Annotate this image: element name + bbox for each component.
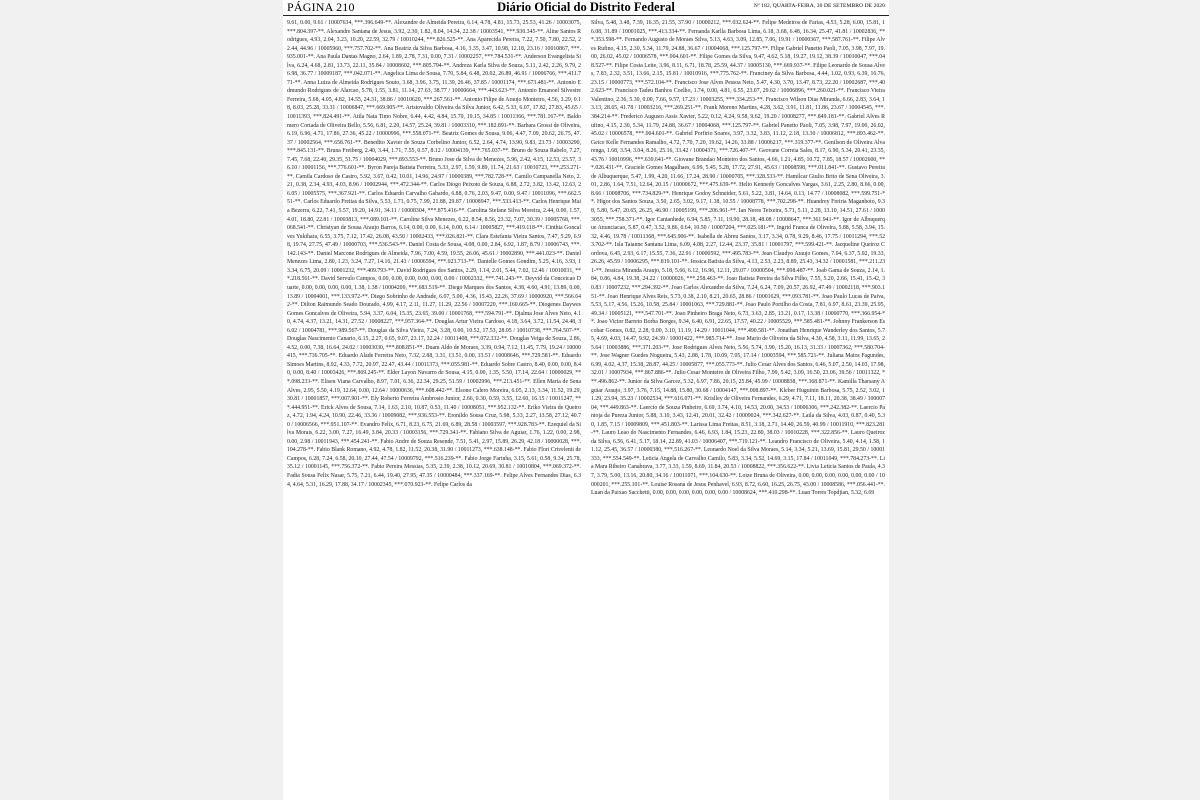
text-columns bbox=[287, 19, 885, 800]
page-header bbox=[283, 0, 889, 16]
text-column-right: Silva, 5.48, 3.48, 7.39, 16.35, 21.55, 37.90 / 10000212, ***.032.624-**. Felipe Medeiros de Farias, 4.53, 5.28, 6.00, 15.81, 16.08, 31.89 / 10001025, ***.413.334-**. Fernanda Karlla Barbosa Lima, 6.18, 3.68, 6.48, 16.34, 25.47, 41.81 / 10002836, ***.353.598-**. Fernando Augusto de Moraes Silva, 5.13, 4.63, 3.09, 12.85, 7.06, 19.91 / 10000367, ***.587.761-**. Filipe Alves Rufino, 4.15, 2.30, 5.34, 11.79, 24.88, 36.67 / 10004068, ***.125.797-**. Filipe Gabriel Panetto Paoli, 7.05, 3.98, 7.97, 19.00, 26.02, 45.02 / 10006578, ***.004.601-**. Filipe Gomes da Silva, 9.47, 4.62, 5.18, 19.27, 19.12, 38.39 / 10010047, ***.048.527-**. Filipe Costa Leite, 3.96, 8.11, 6.71, 18.78, 25.59, 44.37 / 10005130, ***.669.937-**. Filipe Leonardo de Sousa Alves, 7.83, 2.32, 3.51, 13.66, 2.15, 15.81 / 10010916, ***.775.762-**. Franciney da Silva Barbosa, 4.44, 1.02, 0.93, 6.39, 16.76, 23.15 / 10000773, ***.572.104-**. Francisco Jose Alves Pessoa Neto, 5.47, 4.30, 3.70, 13.47, 8.73, 22.20 / 10002687, ***.402.623-**. Francisco Tadeu Banhos Coelho, 1.74, 0.00, 4.81, 6.55, 23.07, 29.62 / 10006896, ***.260.021-**. Francisco Vieira Valentino, 2.36, 5.30, 0.00, 7.66, 9.57, 17.23 / 10003255, ***.334.253-**. Francisco Wilson Dias Miranda, 6.66, 2.83, 3.64, 13.13, 28.65, 41.78 / 10003216, ***.269.251-**. Frank Moreno Martins, 4.28, 3.62, 3.91, 11.81, 11.86, 23.67 / 10004545, ***.384.214-**. Frederico Augusto Assis Xavier, 5.22, 0.12, 4.24, 9.58, 9.62, 19.20 / 10008277, ***.849.181-**. Gabriel Alves Rufino, 4.15, 2.30, 5.34, 11.79, 24.88, 36.67 / 10004068, ***.125.797-**. Gabriel Panetto Paoli, 7.05, 3.98, 7.97, 19.00, 26.02, 45.02 / 10006578, ***.004.601-**. Gabriel Porfirio Soares, 3.97, 3.32, 3.83, 11.12, 2.18, 13.30 / 10006812, ***.893.462-**. Geice Kelle Fernandes Ramalho, 4.72, 7.70, 7.20, 19.62, 14.26, 33.88 / 10006217, ***.319.377-**. Genilson de Oliveira Alvarenga, 1.68, 3.54, 3.04, 8.26, 25.16, 33.42 / 10004371, ***.726.407-**. Geovane Correia Sales, 8.17, 6.90, 5.34, 20.41, 23.35, 43.76 / 10010996, ***.639.641-**. Giovane Brandao Monteiro dos Santos, 4.66, 1.21, 4.85, 10.72, 7.85, 18.57 / 10002600, ***.026.431-**. Graciele Gomes Magalhaes, 6.99, 5.45, 5.28, 17.72, 27.91, 45.63 / 10008598, ***.011.841-**. Gustavo Pereira de Albuquerque, 5.47, 1.99, 4.20, 11.66, 17.24, 28.90 / 10000705, ***.328.533-**. Hamilcar Giulio Brito de Sena Oliveira, 3.01, 2.86, 1.64, 7.51, 12.64, 20.15 / 10000672, ***.475.639-**. Helio Kennedy Goncalves Vargas, 3.61, 2.25, 2.80, 8.66, 0.00, 8.66 / 10008706, ***.734.829-**. Henrique Godoy Schneider, 5.61, 5.22, 3.81, 14.64, 0.13, 14.77 / 10008082, ***.599.751-**. Higor dos Santos Souza, 3.50, 2.65, 3.02, 9.17, 1.38, 10.55 / 10008778, ***.702.298-**. Huandrey Freiria Maganhoto, 9.38, 5.80, 5.47, 20.65, 26.25, 46.90 / 10005199, ***.206.961-**. Ian Neres Teixeira, 5.71, 5.11, 2.28, 13.10, 14.51, 27.61 / 10003055, ***.758.371-**. Igor Cantanhede, 6.94, 5.85, 7.11, 19.90, 28.18, 48.08 / 10008647, ***.361.941-**. Igor de Albuquerque Anunciacao, 5.87, 0.47, 3.52, 9.86, 0.64, 10.50 / 10007204, ***.025.181-**. Ingrid Franca de Oliveira, 5.88, 5.58, 3.94, 15.32, 4.46, 19.78 / 10011368, ***.645.906-**. Isabella de Abreu Santos, 3.17, 3.34, 0.78, 9.29, 8.46, 17.75 / 10011294, ***.523.702-**. Isla Taianne Santana Lima, 6.09, 4.08, 2.27, 12.44, 23.37, 35.81 / 10001797, ***.599.421-**. Jacqueline Queiroz Cordova, 6.45, 2.93, 6.17, 15.55, 7.36, 22.91 / 10000592, ***.495.783-**. Jean Claudyo Araujo Gomes, 7.04, 6.37, 5.92, 19.33, 26.26, 45.59 / 10006295, ***.819.101-**. Jessica Batista da Silva, 4.13, 2.53, 2.23, 8.89, 25.43, 34.32 / 10001581, ***.211.231-**. Jessica Miranda Araujo, 5.18, 5.66, 6.12, 16.96, 12.11, 29.07 / 10000504, ***.098.487-**. Joab Gama de Souza, 2.14, 1.84, 0.86, 4.84, 19.38, 24.22 / 10000026, ***.258.463-**. Joao Batista Pereira da Silva Filho, 7.55, 5.20, 2.66, 15.41, 15.42, 30.83 / 10007232, ***.294.392-**. Joao Carlos Alexandre da Silva, 7.24, 6.24, 7.09, 20.57, 26.92, 47.49 / 10002118, ***.903.151-**. Joao Henrique Alves Reis, 5.73, 0.38, 2.10, 8.21, 20.65, 28.86 / 10001629, ***.093.781-**. Joao Paulo Lucas de Paiva, 5.53, 5.17, 4.56, 15.26, 10.58, 25.84 / 10001063, ***.729.881-**. Joao Paulo Portilho da Costa, 7.81, 6.97, 8.61, 23.39, 25.95, 49.34 / 10005121, ***.547.701-**. Joao Pinheiro Braga Neto, 6.73, 3.63, 2.85, 13.21, 0.17, 13.38 / 10000770, ***.366.954-**. Joao Victor Barreto Borba Borges, 9.34, 6.40, 6.91, 22.65, 17.57, 40.22 / 10005529, ***.585.481-**. Johnny Frankerson Escobar Gomes, 0.82, 2.28, 0.00, 3.10, 11.19, 14.29 / 10011044, ***.490.581-**. Jonathan Henrique Wanderley dos Santos, 5.75, 4.69, 4.03, 14.47, 9.92, 24.39 / 10001422, ***.985.714-**. Jose Mario de Oliveira da Silva, 4.30, 4.58, 3.11, 11.99, 13.65, 25.64 / 10003886, ***.371.203-**. Jose Rodrigues Alves Neto, 5.56, 5.74, 3.90, 15.20, 16.13, 31.33 / 10007362, ***.580.704-**. Jose Wagner Guedes Nogueira, 5.43, 2.88, 1.78, 10.09, 7.05, 17.14 / 10003594, ***.585.721-**. Juliana Matos Fagundes, 6.99, 4.02, 4.37, 15.38, 28.87, 44.25 / 10005877, ***.055.773-**. Julio Cesar Alves dos Santos, 6.46, 5.07, 2.50, 14.03, 17.98, 32.01 / 10007934, ***.867.886-**. Julio Cesar Monteiro de Oliveira Filho, 7.99, 5.42, 3.09, 16.50, 23.06, 39.56 / 10011322, ***.496.862-**. Junior da Silva Garcez, 5.32, 6.97, 7.86, 20.15, 25.84, 45.99 / 10008838, ***.368.871-**. Kamilla Tharsany Aguiar Araujo, 3.97, 3.76, 7.15, 14.88, 15.80, 30.68 / 10004147, ***.008.897-**. Kleber Huguinin Barbosa, 5.75, 2.52, 3.02, 11.29, 23.94, 35.23 / 10002534, ***.616.071-**. Krislley de Oliveira Fernandes, 6.29, 4.71, 7.11, 18.11, 20.38, 38.49 / 10000704, ***.449.863-**. Laercio de Souza Pinheiro, 6.69, 3.74, 4.10, 14.53, 20.00, 34.53 / 10006306, ***.242.382-**. Laercio Pantoja da Pureza Junior, 5.88, 3.10, 3.43, 12.41, 20.01, 32.42 / 10009024, ***.342.627-**. Laila da Silva, 4.03, 0.87, 0.40, 5.30, 1.85, 7.15 / 10009809, ***.451.803-**. Larissa Lima Freitas, 8.51, 3.18, 2.71, 14.40, 26.59, 40.99 / 10011910, ***.823.281-**. Lauro Leao do Nascimento Fernandes, 6.46, 6.93, 1.84, 15.23, 22.80, 38.03 / 10010228, ***.322.856-**. Lauro Queiroz da Silva, 6.56, 6.41, 5.17, 18.14, 22.89, 41.03 / 10006407, ***.719.121-**. Leandro Francisco de Oliveira, 5.40, 4.14, 1.58, 11.12, 25.45, 36.57 / 10000380, ***.516.267-**. Leonardo Noel da Silva Moraes, 5.14, 3.34, 5.21, 13.69, 15.81, 29.50 / 10001333, ***.554.549-**. Leticia Angela de Carvalho Camilo, 5.83, 3.34, 5.52, 14.69, 3.15, 17.84 / 10011049, ***.784.273-**. Lia Mara Ribeiro Canabrava, 3.77, 3.33, 1.59, 8.69, 11.84, 20.53 / 10008822, ***.356.622-**. Livia Leticia Santos de Paula, 4.37, 3.79, 5.00, 13.16, 20.80, 34.16 / 10011071, ***.104.630-**. Loize Bruna de Oliveira, 0.00, 0.00, 0.00, 0.00, 0.00, 0.00 / 10000201, ***.255.101-**. Louise Rosana de Jesus Penhavel, 6.93, 8.72, 6.60, 16.25, 26.75, 43.00 / 10008586, ***.056.441-**. Luan da Paixao Sacchetti, 0.00, 0.00, 0.00, 0.00, 0.00, 0.00 / 10008624, ***.410.298-**. Luan Torres Topdjian, 5.32, 6.69 bbox=[591, 20, 885, 497]
text-column-left: 9.61, 0.00, 9.61 / 10007634, ***.396.649-**. Alexandre de Almeida Pereira, 6.14, 4.78, 4.81, 15.73, 25.53, 41.26 / 10003075, ***.804.397-**. Alexandre Santana de Jesus, 3.92, 2.30, 1.82, 8.04, 14.34, 22.38 / 10003541, ***.930.345-**. Aline Santos Rodrigues, 4.93, 2.04, 3.23, 10.20, 22.59, 32.79 / 10010244, ***.826.525-**. Ana Aparecida Pereira, 7.22, 7.50, 7.80, 22.52, 22.44, 44.96 / 10005960, ***.757.702-**. Ana Beatriz da Silva Barbosa, 4.16, 3.35, 3.47, 10.98, 12.18, 23.16 / 10010867, ***.935.001-**. Ana Paula Dantas Magno, 2.64, 1.89, 2.78, 7.31, 0.00, 7.31 / 10002257, ***.784.531-**. Anderson Evangelista Silva, 6.24, 4.68, 2.81, 13.73, 22.11, 35.84 / 10008602, ***.805.794-**. Andreza Karla Silva de Souza, 5.11, 2.42, 2.26, 9.79, 26.98, 36.77 / 10009187, ***.042.071-**. Angelica Lima de Sousa, 7.70, 5.84, 6.48, 20.02, 26.89, 46.91 / 10006766, ***.411.771-**. Anna Luiza de Almeida Rodrigues Souto, 3.68, 3.96, 3.75, 11.39, 26.46, 37.85 / 10001174, ***.673.481-**. Antonio Edmundo Rodrigues de Alarcao, 5.78, 1.55, 3.81, 11.14, 27.63, 38.77 / 10000664, ***.443.623-**. Antonio Emanoel Silvestre Ferreira, 5.68, 4.05, 4.82, 14.55, 24.31, 38.86 / 10010620, ***.267.561-**. Antonio Filipe de Araujo Monteiro, 4.56, 3.29, 0.18, 8.03, 25.28, 33.31 / 10006847, ***.669.905-**. Aristovaldo Oliveira da Silva Junior, 6.42, 5.33, 6.07, 17.82, 27.83, 45.65 / 10011393, ***.824.491-**. Atila Nata Timo Nobre, 6.44, 4.42, 4.84, 15.70, 19.15, 34.85 / 10011366, ***.781.167-**. Baldomero Cortada de Oliveira Bello, 5.56, 6.81, 2.20, 14.57, 25.24, 39.81 / 10003310, ***.182.891-**. Barbara Grossi de Oliveira, 6.19, 6.96, 4.71, 17.86, 27.36, 45.22 / 10000996, ***.558.071-**. Beatriz Gomes de Sousa, 9.06, 4.47, 7.09, 20.62, 26.75, 47.37 / 10002564, ***.658.761-**. Benedito Xavier de Souza Corbelino Junior, 6.52, 2.64, 4.74, 13.90, 9.83, 23.73 / 10003290, ***.845.131-**. Bruna Freiberg, 2.40, 3.44, 1.71, 7.55, 0.57, 8.12 / 10004139, ***.765.037-**. Bruno de Souza Rabelo, 7.27, 7.45, 7.68, 22.40, 29.35, 51.75 / 10004029, ***.893.553-**. Bruno Jose da Silva de Menezes, 5.96, 2.42, 4.15, 12.53, 23.57, 36.10 / 10001156, ***.776.601-**. Byron Pareja Batista Ferreira, 5.33, 2.97, 1.59, 9.89, 11.74, 21.63 / 10010723, ***.253.271-**. Camila Cardoso de Castro, 5.92, 3.67, 0.42, 10.01, 14.96, 24.97 / 10000389, ***.782.728-**. Camilo Campanella Neto, 2.21, 0.38, 2.34, 4.93, 4.03, 8.96 / 10002944, ***.472.344-**. Carlos Diogo Peixoto de Souza, 6.88, 2.72, 3.82, 13.42, 12.63, 26.05 / 10005575, ***.367.921-**. Carlos Eduardo Carvalho Gabardo, 6.88, 0.76, 2.03, 9.47, 0.00, 9.47 / 10011096, ***.662.551-**. Carlos Eduardo Freitas da Silva, 5.53, 1.71, 0.75, 7.99, 21.88, 29.87 / 10008947, ***.533.413-**. Carlos Henrique Maia Bezerra, 6.22, 7.41, 5.57, 19.20, 14.91, 34.11 / 10008304, ***.875.416-**. Carolina Stefane Silva Moreira, 2.44, 0.00, 1.57, 4.01, 18.80, 22.81 / 10003813, ***.089.101-**. Caroline Silva Menezes, 6.22, 8.54, 8.56, 23.32, 7.07, 30.39 / 10005768, ***.068.541-**. Christyan de Sousa Araujo Barros, 6.14, 0.00, 0.00, 6.14, 0.00, 6.14 / 10005827, ***.419.118-**. Cinthia Goncalves Yukihara, 6.55, 3.75, 7.12, 17.42, 26.08, 43.50 / 10002433, ***.026.821-**. Clara Estefania Vieira Santos, 7.47, 5.29, 6.98, 19.74, 27.75, 47.49 / 10000703, ***.536.543-**. Daniel Costa de Sousa, 4.08, 0.00, 2.84, 6.92, 1.87, 8.79 / 10006743, ***.142.143-**. Daniel Marcone Rodrigues de Almeida, 7.96, 7.00, 4.59, 19.55, 26.06, 45.61 / 10002890, ***.441.023-**. Daniel Menezes Lima, 2.80, 1.23, 3.24, 7.27, 14.16, 21.43 / 10006594, ***.023.713-**. Danielle Gomes Gondim, 5.25, 4.16, 3.93, 13.34, 6.75, 20.09 / 10001232, ***.409.793-**. David Rodrigues dos Santos, 2.29, 1.14, 2.01, 5.44, 7.02, 12.46 / 10010031, ***.218.561-**. David Servulo Campos, 0.00, 0.00, 0.00, 0.00, 0.00, 0.00 / 10002332, ***.741.243-**. Deyvid da Conceicao Duarte, 0.00, 0.00, 0.00, 0.00, 1.38, 1.38 / 10004209, ***.683.519-**. Diego Marques dos Santos, 4.38, 4.60, 4.91, 13.89, 0.00, 13.89 / 10004001, ***.133.972-**. Diego Sobrinho de Andrade, 6.07, 5.00, 4.36, 15.43, 22.26, 37.69 / 10000920, ***.566.642-**. Dilton Raimundo Seado Dourado, 4.99, 4.17, 2.11, 11.27, 11.29, 22.56 / 10007220, ***.160.665-**. Diogenes Daywes Gomes Goncalves de Oliveira, 5.94, 3.37, 6.04, 15.35, 23.65, 39.00 / 10001768, ***.594.791-**. Djalma Jose Alves Neto, 4.10, 4.74, 4.37, 13.21, 14.31, 27.52 / 10008227, ***.957.364-**. Douglas Artur Vieira Cardoso, 4.18, 3.64, 3.72, 11.54, 24.48, 36.02 / 10004781, ***.989.567-**. Douglas da Silva Vieira, 7.24, 3.28, 0.00, 10.52, 17.53, 28.05 / 10010738, ***.764.507-**. Douglas Nascimento Canario, 6.15, 2.27, 0.65, 9.07, 23.17, 32.24 / 10011408, ***.072.332-**. Douglas Veiga de Souza, 2.86, 4.52, 0.00, 7.38, 16.64, 24.02 / 10003030, ***.808.851-**. Duam Aldo de Moraes, 3.39, 0.94, 7.12, 11.45, 7.79, 19.24 / 10000415, ***.736.705-**. Eduardo Alade Ferreira Neto, 7.32, 2.88, 3.31, 13.51, 0.00, 13.51 / 10008646, ***.729.581-**. Eduardo Simoes Martins, 8.92, 4.33, 7.72, 20.97, 22.47, 43.44 / 10011373, ***.055.981-**. Eduardo Sobre Castro, 8.40, 0.00, 0.00, 8.40, 0.00, 8.40 / 10003426, ***.869.245-**. Elder Layon Navarro de Sousa, 4.15, 0.00, 1.35, 5.50, 17.14, 22.64 / 10000029, ***.098.233-**. Eliseu Viana Carvalho, 8.97, 7.01, 6.36, 22.34, 29.25, 51.59 / 10002996, ***.213.451-**. Ellen Maria de Sena Alves, 2.95, 5.50, 4.19, 12.64, 0.00, 12.64 / 10000636, ***.608.442-**. Elsono Calero Moreira, 6.05, 2.13, 3.34, 11.52, 19.29, 30.81 / 10001857, ***.007.901-**. Ely Roberto Ferreira Ambrosio Junior, 2.66, 0.30, 0.59, 3.55, 12.60, 16.15 / 10011247, ***.444.951-**. Erick Alves de Sousa, 7.14, 1.63, 2.10, 10.87, 0.53, 11.40 / 10008051, ***.952.132-**. Eriko Vieira de Queiroz, 4.72, 1.94, 4.24, 10.90, 22.46, 33.36 / 10009082, ***.936.553-**. Eronildo Sousa Cruz, 5.98, 5.33, 2.27, 13.58, 27.12, 40.70 / 10006566, ***.951.107-**. Evandro Felix, 6.71, 8.23, 6.75, 21.69, 6.89, 28.58 / 10003597, ***.928.783-**. Ezequiel da Silva Morais, 6.22, 3.00, 7.27, 16.49, 3.84, 20.33 / 10003156, ***.729.341-**. Fabiano Silva de Aguiar, 1.76, 1.22, 0.00, 2.98, 0.00, 2.98 / 10011943, ***.454.241-**. Fabio Andre de Souza Resende, 7.51, 5.41, 2.97, 15.89, 26.29, 42.18 / 10000028, ***.104.278-**. Fabio Blank Romano, 4.92, 4.78, 1.82, 11.52, 20.38, 31.90 / 10011273, ***.638.148-**. Fabio Flori Crivelenti de Campos, 6.28, 7.24, 6.58, 20.10, 27.44, 47.54 / 10009792, ***.516.239-**. Fabio Jorge Farinha, 3.15, 5.61, 0.58, 9.34, 25.78, 35.12 / 10001145, ***.756.372-**. Fabio Pereira Messias, 5.35, 2.39, 2.38, 10.12, 20.69, 30.81 / 10010804, ***.069.372-**. Fadia Sousa Felix Nasar, 5.75, 7.21, 6.44, 19.40, 27.95, 47.35 / 10000484, ***.337.169-**. Felipe Alves Fernandes Dias, 6.34, 4.64, 5.31, 16.29, 17.88, 34.17 / 10002345, ***.070.923-**. Felipe Carlos da bbox=[287, 20, 581, 488]
page-number: PÁGINA 210 bbox=[287, 0, 355, 14]
issue-info: Nº 182, QUARTA-FEIRA, 30 DE SETEMBRO DE 2020 bbox=[753, 3, 885, 9]
document-page bbox=[283, 0, 889, 800]
publication-title: Diário Oficial do Distrito Federal bbox=[497, 0, 675, 14]
